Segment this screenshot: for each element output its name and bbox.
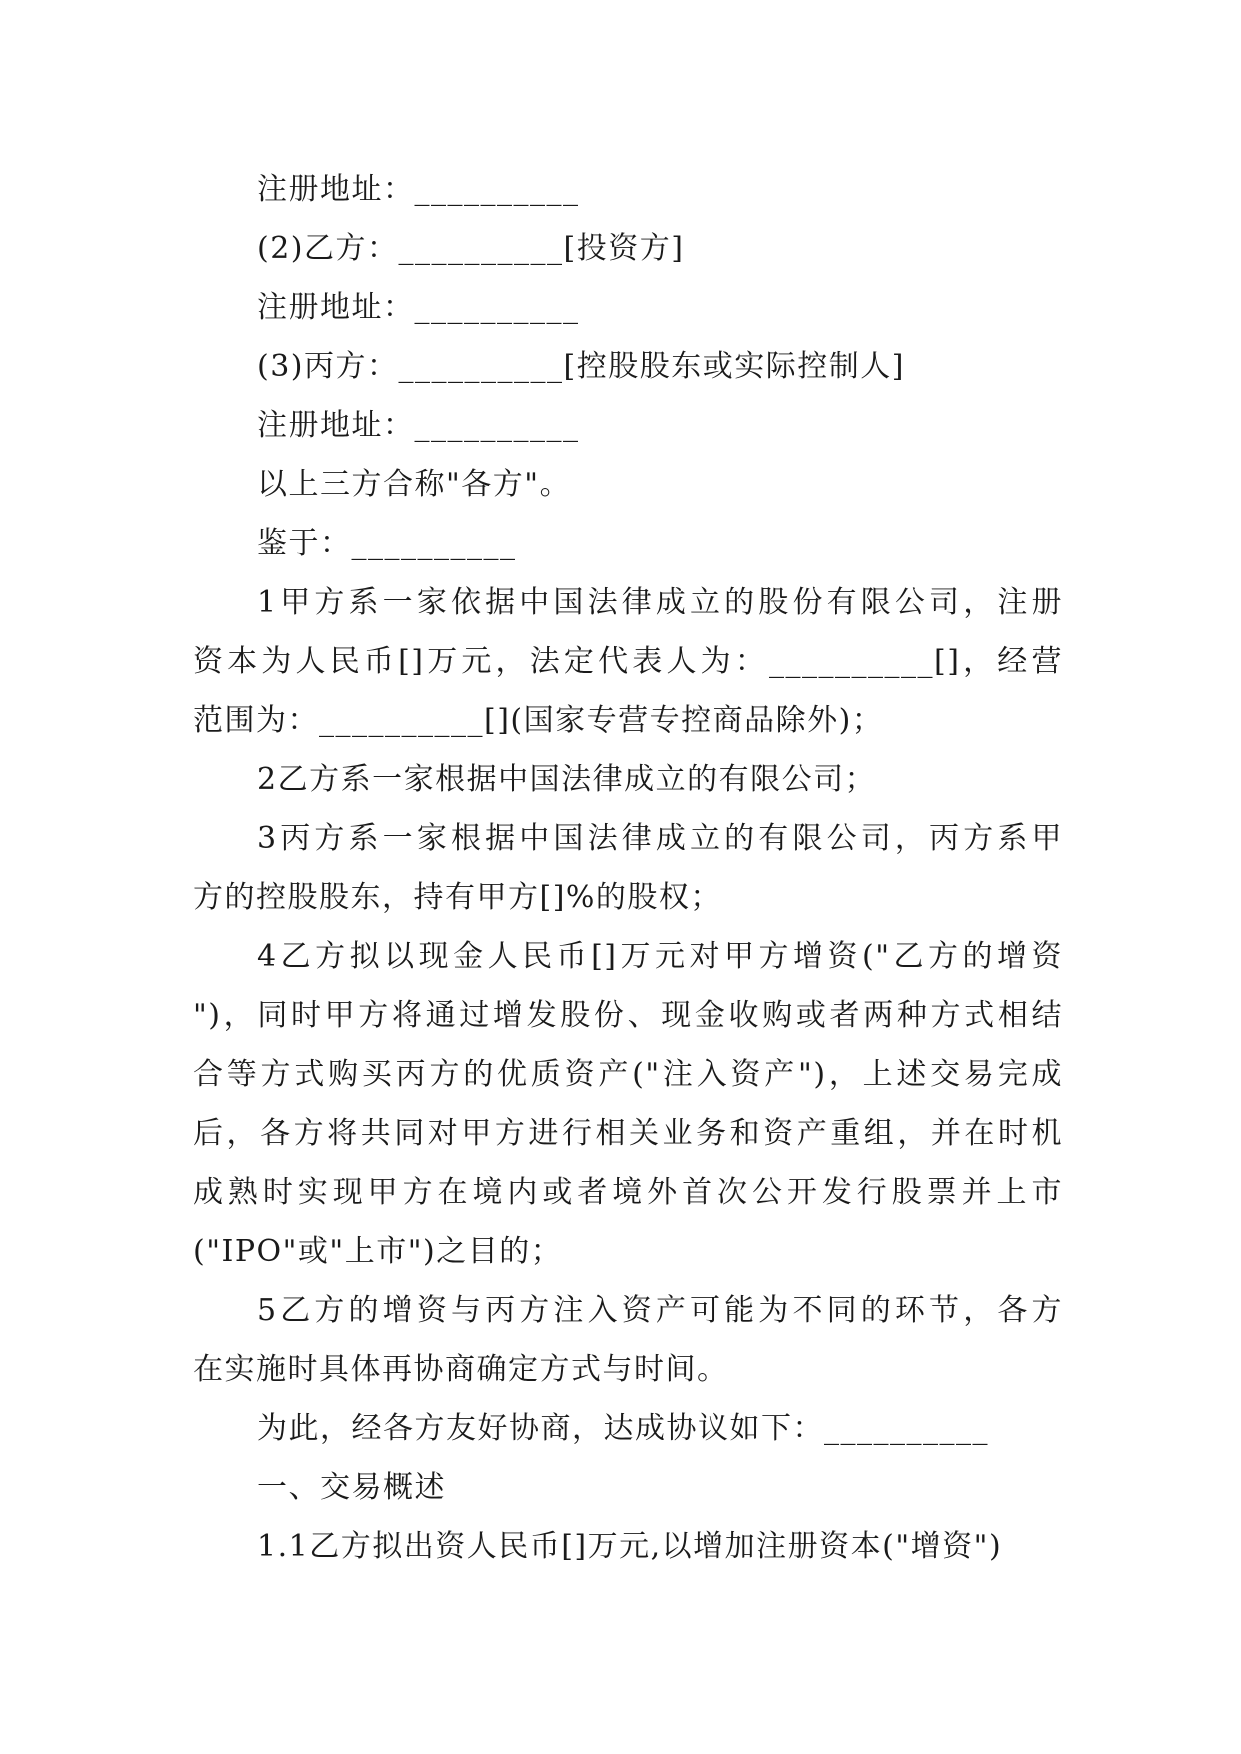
recital-2-row-1: 2乙方系一家根据中国法律成立的有限公司； [257,762,877,797]
party-b-registered-address: 注册地址：__________ [257,290,580,325]
recital-5-row-1: 5乙方的增资与丙方注入资产可能为不同的环节，各方 [257,1293,1063,1328]
recital-4-row-1: 4乙方拟以现金人民币[]万元对甲方增资("乙方的增资 [257,939,1063,974]
section-1-heading: 一、交易概述 [257,1470,446,1505]
recital-5 [193,1281,1063,1399]
recital-3 [193,809,1063,927]
recital-4-row-6: ("IPO"或"上市")之目的； [193,1234,563,1269]
whereas-heading: 鉴于：__________ [257,526,517,561]
recital-5-row-2: 在实施时具体再协商确定方式与时间。 [193,1352,729,1387]
party-b-line: (2)乙方：__________[投资方] [257,231,685,266]
agreement-intro: 为此，经各方友好协商，达成协议如下：__________ [257,1411,989,1446]
recital-3-row-2: 方的控股股东，持有甲方[]%的股权； [193,880,722,915]
recital-3-row-1: 3丙方系一家根据中国法律成立的有限公司，丙方系甲 [257,821,1063,856]
parties-collective-name: 以上三方合称"各方"。 [257,467,572,502]
recital-1-row-2: 资本为人民币[]万元，法定代表人为：__________[]，经营 [193,644,1063,679]
recital-4-row-2: ")，同时甲方将通过增发股份、现金收购或者两种方式相结 [193,998,1063,1033]
recital-1 [193,573,1063,750]
clause-1-1: 1.1乙方拟出资人民币[]万元,以增加注册资本("增资") [257,1529,1003,1564]
recital-1-row-1: 1甲方系一家依据中国法律成立的股份有限公司，注册 [257,585,1063,620]
recital-2 [193,750,1063,809]
recital-4 [193,927,1063,1281]
recital-1-row-3: 范围为：__________[](国家专营专控商品除外)； [193,703,884,738]
party-c-registered-address: 注册地址：__________ [257,408,580,443]
recital-4-row-5: 成熟时实现甲方在境内或者境外首次公开发行股票并上市 [193,1175,1063,1210]
document-body [193,160,1063,1576]
recital-4-row-4: 后，各方将共同对甲方进行相关业务和资产重组，并在时机 [193,1116,1063,1151]
party-a-registered-address: 注册地址：__________ [257,172,580,207]
party-c-line: (3)丙方：__________[控股股东或实际控制人] [257,349,905,384]
recital-4-row-3: 合等方式购买丙方的优质资产("注入资产")，上述交易完成 [193,1057,1063,1092]
